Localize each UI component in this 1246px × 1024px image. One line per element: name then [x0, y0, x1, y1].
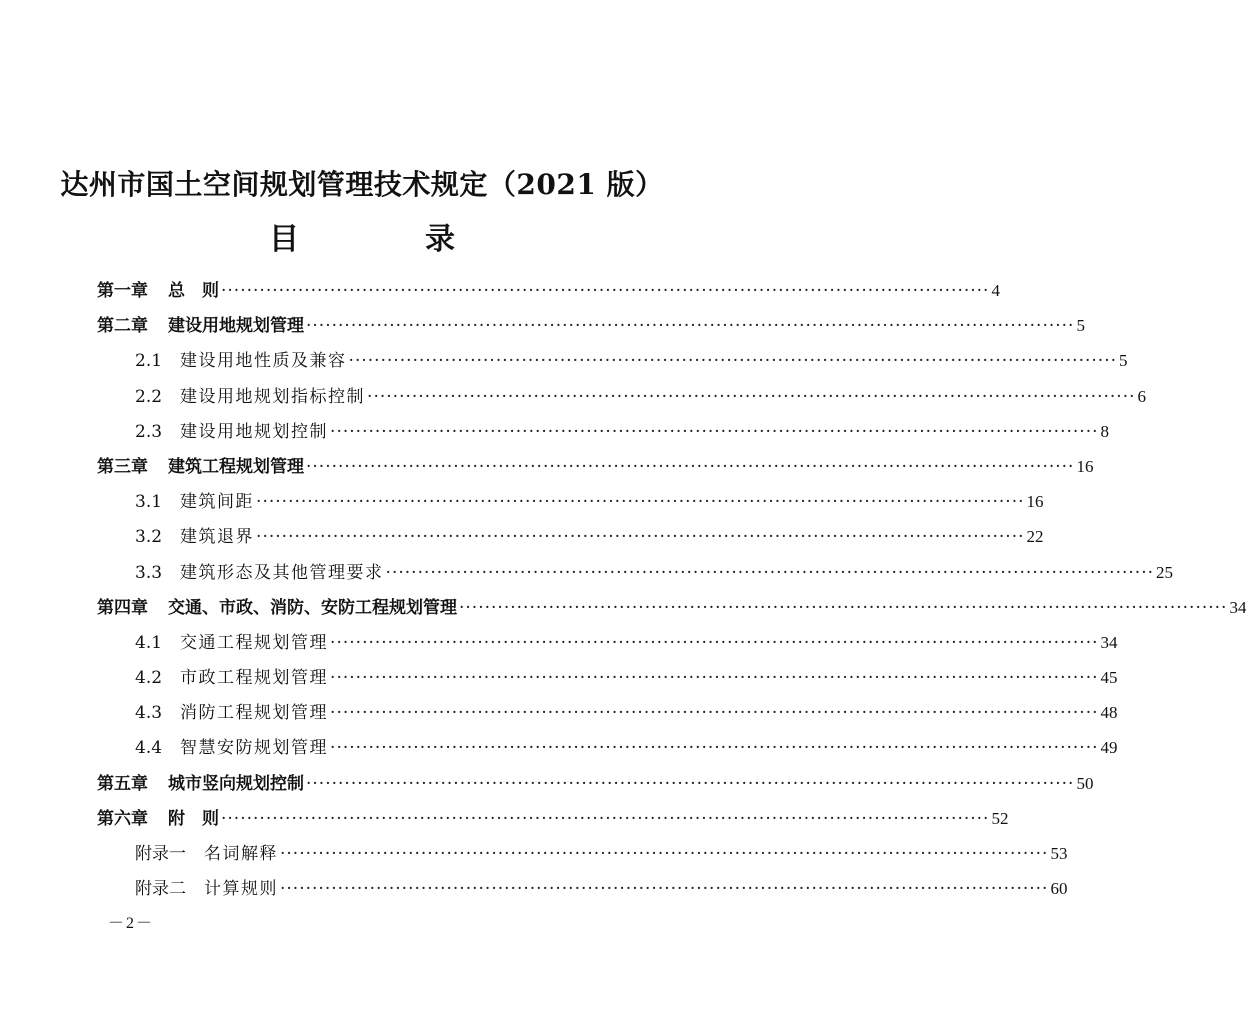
- toc-entry-number: 第三章: [97, 456, 148, 477]
- toc-entry-number: 第一章: [97, 281, 148, 301]
- toc-entry-label: 智慧安防规划管理: [180, 738, 329, 759]
- dot-leader: ························································································································: [459, 597, 1228, 618]
- toc-entry-label: 市政工程规划管理: [180, 668, 329, 689]
- toc-entry-label: 消防工程规划管理: [180, 703, 329, 724]
- toc-entry-number: 3.3: [135, 562, 163, 583]
- toc-entry-page: 50: [1076, 773, 1094, 793]
- toc-entry-label: 建设用地规划控制: [180, 421, 329, 442]
- dot-leader: ························································································································: [221, 281, 990, 301]
- dot-leader: ························································································································: [348, 351, 1118, 372]
- toc-entry-section-3-1[interactable]: [97, 487, 1044, 522]
- toc-entry-label: 城市竖向规划控制: [168, 773, 304, 794]
- toc-entry-page: 25: [1156, 562, 1174, 582]
- toc-entry-number: 3.2: [135, 527, 163, 548]
- toc-entry-section-2-3[interactable]: [97, 417, 1110, 452]
- toc-entry-chapter-5[interactable]: [97, 769, 1094, 804]
- toc-entry-page: 6: [1137, 386, 1147, 406]
- toc-entry-number: 2.2: [135, 386, 163, 407]
- dot-leader: ························································································································: [330, 421, 1099, 442]
- toc-entry-number: 第二章: [97, 316, 148, 337]
- toc-entry-number: 4.1: [135, 632, 163, 653]
- toc-entry-chapter-6[interactable]: [97, 804, 1009, 839]
- dot-leader: ························································································································: [280, 879, 1049, 900]
- dot-leader: ························································································································: [367, 386, 1136, 407]
- toc-entry-number: 第六章: [97, 808, 148, 829]
- toc-entry-appendix-1[interactable]: [97, 839, 1068, 874]
- dot-leader: ························································································································: [330, 703, 1099, 724]
- dot-leader: ························································································································: [330, 738, 1099, 759]
- toc-entry-page: 34: [1229, 597, 1246, 617]
- document-title: 达州市国土空间规划管理技术规定（2021 版）: [60, 168, 664, 201]
- toc-entry-section-4-3[interactable]: [97, 698, 1118, 733]
- dot-leader: ························································································································: [256, 527, 1025, 548]
- dot-leader: ························································································································: [280, 844, 1049, 864]
- toc-entry-label: 建筑间距: [180, 492, 255, 513]
- toc-entry-number: 附录一: [135, 844, 186, 864]
- toc-entry-number: 4.2: [135, 668, 163, 689]
- toc-entry-number: 3.1: [135, 492, 163, 513]
- toc-entry-page: 5: [1076, 316, 1085, 336]
- toc-entry-section-2-2[interactable]: [97, 382, 1147, 417]
- toc-entry-number: 第五章: [97, 773, 148, 794]
- toc-entry-section-2-1[interactable]: [97, 346, 1128, 381]
- toc-entry-label: 建设用地规划管理: [168, 316, 304, 337]
- toc-entry-page: 48: [1100, 703, 1118, 723]
- toc-entry-label: 建筑退界: [180, 527, 255, 548]
- toc-entry-page: 45: [1100, 668, 1118, 688]
- toc-entry-label: 计算规则: [204, 879, 278, 900]
- toc-entry-label: 建设用地规划指标控制: [180, 386, 366, 407]
- toc-entry-page: 16: [1026, 492, 1044, 512]
- toc-heading: 目 录: [269, 222, 503, 257]
- toc-entry-label: 交通工程规划管理: [180, 632, 329, 653]
- toc-entry-number: 2.3: [135, 421, 163, 442]
- toc-entry-number: 4.4: [135, 738, 163, 759]
- dot-leader: ························································································································: [221, 808, 990, 829]
- toc-entry-page: 60: [1050, 879, 1068, 899]
- toc-entry-appendix-2[interactable]: [97, 874, 1068, 909]
- toc-entry-number: 附录二: [135, 879, 186, 900]
- toc-entry-section-3-3[interactable]: [97, 558, 1174, 593]
- toc-entry-label: 附 则: [168, 808, 219, 829]
- dot-leader: ························································································································: [306, 316, 1075, 337]
- toc-entry-section-4-2[interactable]: [97, 663, 1118, 698]
- toc-entry-page: 34: [1100, 632, 1118, 652]
- toc-entry-number: 第四章: [97, 597, 148, 618]
- toc-entry-page: 49: [1100, 738, 1118, 758]
- toc-entry-page: 8: [1100, 421, 1110, 441]
- dot-leader: ························································································································: [385, 562, 1155, 583]
- table-of-contents: [97, 276, 1246, 909]
- toc-entry-section-3-2[interactable]: [97, 522, 1044, 557]
- toc-entry-page: 52: [991, 808, 1009, 828]
- toc-entry-label: 总 则: [168, 281, 219, 301]
- dot-leader: ························································································································: [256, 492, 1025, 513]
- toc-entry-number: 2.1: [135, 351, 163, 372]
- toc-entry-page: 22: [1026, 527, 1044, 547]
- dot-leader: ························································································································: [306, 456, 1075, 477]
- toc-entry-label: 建筑形态及其他管理要求: [180, 562, 384, 583]
- page-number: －2－: [108, 915, 155, 932]
- toc-entry-label: 建筑工程规划管理: [168, 456, 304, 477]
- toc-entry-section-4-4[interactable]: [97, 733, 1118, 768]
- toc-entry-chapter-3[interactable]: [97, 452, 1094, 487]
- toc-entry-label: 交通、市政、消防、安防工程规划管理: [168, 597, 457, 618]
- dot-leader: ························································································································: [330, 632, 1099, 653]
- toc-entry-label: 名词解释: [204, 844, 278, 864]
- toc-entry-chapter-2[interactable]: [97, 311, 1085, 346]
- toc-entry-page: 5: [1119, 351, 1128, 371]
- toc-entry-section-4-1[interactable]: [97, 628, 1118, 663]
- toc-entry-page: 53: [1050, 844, 1068, 863]
- toc-entry-chapter-4[interactable]: [97, 593, 1246, 628]
- toc-entry-label: 建设用地性质及兼容: [180, 351, 347, 372]
- toc-entry-number: 4.3: [135, 703, 163, 724]
- toc-entry-page: 16: [1076, 456, 1094, 476]
- dot-leader: ························································································································: [330, 668, 1099, 689]
- dot-leader: ························································································································: [306, 773, 1075, 794]
- toc-entry-chapter-1[interactable]: [97, 276, 1000, 311]
- toc-entry-page: 4: [991, 281, 1000, 300]
